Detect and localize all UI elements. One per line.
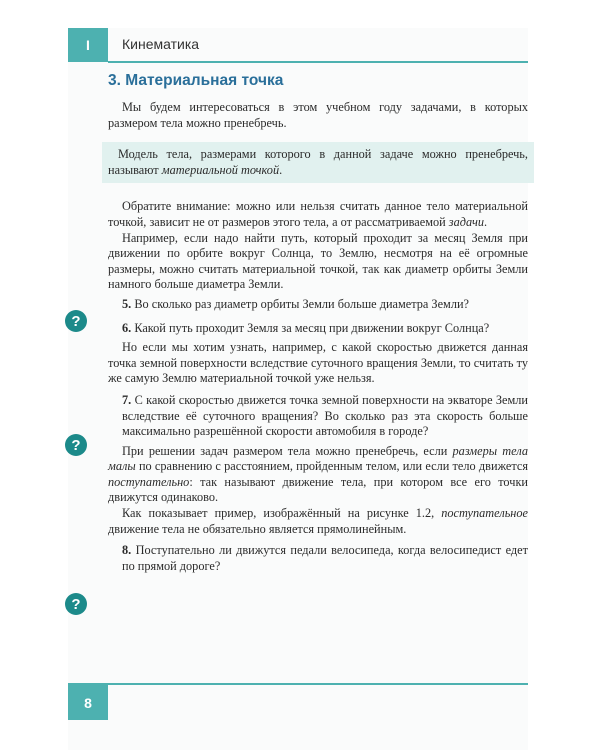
chapter-title: Кинематика [122, 36, 200, 52]
intro-paragraph: Мы будем интересоваться в этом учебном году задачами, в которых размером тела можно пренебречь. [108, 100, 528, 130]
question-mark-icon: ? [65, 434, 87, 456]
figure-paragraph: Как показывает пример, изображённый на рисунке 1.2, поступательное движение тела не обязательно является прямолинейным. [108, 506, 528, 536]
chapter-number-tab: I [68, 28, 108, 62]
main-text [108, 100, 528, 574]
question-6: 6. Какой путь проходит Земля за месяц при движении вокруг Солнца? [122, 320, 490, 335]
page-number: 8 [68, 685, 108, 720]
question-5: 5. Во сколько раз диаметр орбиты Земли больше диаметра Земли? [122, 296, 470, 311]
translational-paragraph: При решении задач размером тела можно пренебречь, если размеры тела малы по сравнению с расстоянием, пройденным телом, или если тело движется поступательно: так называют движение тела, при котором все его точки движутся одинаково. [108, 443, 528, 505]
note-paragraph: Обратите внимание: можно или нельзя считать данное тело материальной точкой, зависит не от размеров этого тела, а от рассматриваемой задачи. [108, 199, 528, 229]
term-translational-motion: поступательное [441, 506, 528, 521]
example-paragraph: Например, если надо найти путь, который проходит за месяц Земля при движении по орбите вокруг Солнца, то Землю, несмотря на её огромные размеры, можно считать материальной точкой, так как диаметр орбиты Земли намного больше диаметра Земли. [108, 230, 528, 292]
question-8: 8. Поступательно ли движутся педали велосипеда, когда велосипедист едет по прямой дороге? [122, 543, 528, 573]
question-7: 7. С какой скоростью движется точка земной поверхности на экваторе Земли вследствие её суточного вращения? Во сколько раз эта скорость больше максимально разрешённой скорости автомобиля в городе? [122, 392, 528, 439]
speed-paragraph: Но если мы хотим узнать, например, с какой скоростью движется данная точка земной поверхности вследствие суточного вращения Земли, то считать ту же самую Землю материальной точкой уже нельзя. [108, 340, 528, 386]
definition-term: материальной точкой [161, 162, 280, 177]
question-mark-icon: ? [65, 593, 87, 615]
definition-paragraph: Модель тела, размерами которого в данной задаче можно пренебречь, называют материальной точкой. [108, 147, 528, 177]
question-mark-icon: ? [65, 310, 87, 332]
header-divider [108, 61, 528, 63]
footer-divider [68, 683, 528, 685]
note-term: задачи [448, 214, 484, 229]
definition-box [102, 142, 534, 183]
section-title: 3. Материальная точка [108, 72, 284, 89]
term-translational: поступательно [108, 474, 190, 489]
term-small-size: размеры тела малы [108, 443, 528, 474]
